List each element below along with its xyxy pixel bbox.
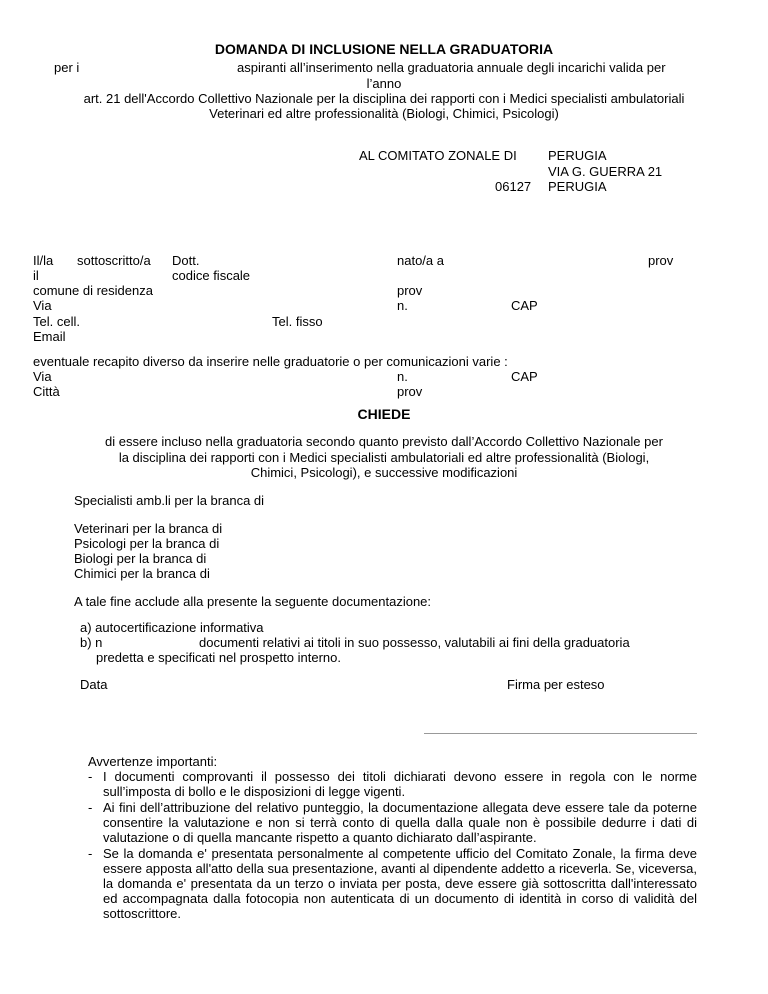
signature-line	[424, 733, 697, 734]
request-line-3: Chimici, Psicologi), e successive modificazioni	[250, 465, 518, 480]
alt-address-intro: eventuale recapito diverso da inserire nelle graduatorie o per comunicazioni varie :	[33, 354, 508, 369]
alt-label-cap: CAP	[511, 369, 538, 384]
label-title: Dott.	[172, 253, 200, 268]
label-prov: prov	[648, 253, 674, 268]
documents-item-b-text: documenti relativi ai titoli in suo possesso, valutabili ai fini della graduatoria	[199, 635, 630, 650]
warning-bullet: -	[88, 769, 93, 784]
header-line-1: aspiranti all’inserimento nella graduatoria annuale degli incarichi valida per	[237, 60, 666, 75]
documents-item-a: a) autocertificazione informativa	[80, 620, 264, 635]
header-per-i: per i	[54, 60, 80, 75]
header-line-2: l’anno	[366, 76, 402, 91]
label-undersigned-2: sottoscritto/a	[77, 253, 151, 268]
date-label: Data	[80, 677, 108, 692]
alt-label-city: Città	[33, 384, 60, 399]
label-tax-code: codice fiscale	[172, 268, 251, 283]
request-line-2: la disciplina dei rapporti con i Medici specialisti ambulatoriali ed altre professionalità (Biologi,	[118, 450, 650, 465]
alt-label-number: n.	[397, 369, 408, 384]
addressee-postcode: 06127	[495, 179, 532, 194]
branch-psychologists: Psicologi per la branca di	[74, 536, 220, 551]
label-on: il	[33, 268, 39, 283]
label-street: Via	[33, 298, 52, 313]
warning-item: Se la domanda e' presentata personalmente al competente ufficio del Comitato Zonale, la firma deve essere apposta all'atto della sua presentazione, avanti al dipendente addetto a riceverla. Se, viceversa, la domanda e' presentata da un terzo o inviata per posta, deve essere già sottoscritta dall'interessato ed accompagnata dalla fotocopia non autenticata di un documento di identità in corso di validità del sottoscrittore.	[103, 846, 697, 921]
addressee-city: PERUGIA	[548, 148, 607, 163]
warning-bullet: -	[88, 800, 93, 815]
addressee-street: VIA G. GUERRA 21	[548, 164, 663, 179]
label-undersigned: Il/la	[33, 253, 54, 268]
warnings-heading: Avvertenze importanti:	[88, 754, 218, 769]
label-number: n.	[397, 298, 408, 313]
warning-item: I documenti comprovanti il possesso dei titoli dichiarati devono essere in regola con le norme sull’imposta di bollo e le disposizioni di legge vigenti.	[103, 769, 697, 799]
request-line-1: di essere incluso nella graduatoria secondo quanto previsto dall’Accordo Collettivo Nazionale per	[105, 434, 663, 449]
branch-chemists: Chimici per la branca di	[74, 566, 210, 581]
branch-specialists: Specialisti amb.li per la branca di	[74, 493, 265, 508]
label-prov-2: prov	[397, 283, 423, 298]
alt-label-street: Via	[33, 369, 52, 384]
document-title: DOMANDA DI INCLUSIONE NELLA GRADUATORIA	[214, 41, 554, 57]
alt-label-prov: prov	[397, 384, 423, 399]
branch-biologists: Biologi per la branca di	[74, 551, 207, 566]
documents-intro: A tale fine acclude alla presente la seguente documentazione:	[74, 594, 432, 609]
warning-bullet: -	[88, 846, 93, 861]
documents-item-b-continuation: predetta e specificati nel prospetto interno.	[96, 650, 341, 665]
addressee-city-2: PERUGIA	[548, 179, 607, 194]
addressee-label: AL COMITATO ZONALE DI	[359, 148, 517, 163]
label-landline: Tel. fisso	[272, 314, 323, 329]
warning-item: Ai fini dell’attribuzione del relativo punteggio, la documentazione allegata deve essere tale da poterne consentire la valutazione e non si terrà conto di quella dalla quale non è possibile dedurre i dati di valutazione o di quella mancante rispetto a quanto dichiarato dall’aspirante.	[103, 800, 697, 845]
header-line-4: Veterinari ed altre professionalità (Biologi, Chimici, Psicologi)	[209, 106, 559, 121]
signature-label: Firma per esteso	[507, 677, 605, 692]
label-email: Email	[33, 329, 66, 344]
branch-veterinarians: Veterinari per la branca di	[74, 521, 223, 536]
label-mobile: Tel. cell.	[33, 314, 80, 329]
documents-item-b-prefix: b) n	[80, 635, 103, 650]
header-line-3: art. 21 dell'Accordo Collettivo Nazionale per la disciplina dei rapporti con i Medici specialisti ambulatoriali	[83, 91, 685, 106]
label-born: nato/a a	[397, 253, 444, 268]
label-cap: CAP	[511, 298, 538, 313]
request-heading: CHIEDE	[357, 406, 411, 422]
label-residence: comune di residenza	[33, 283, 153, 298]
